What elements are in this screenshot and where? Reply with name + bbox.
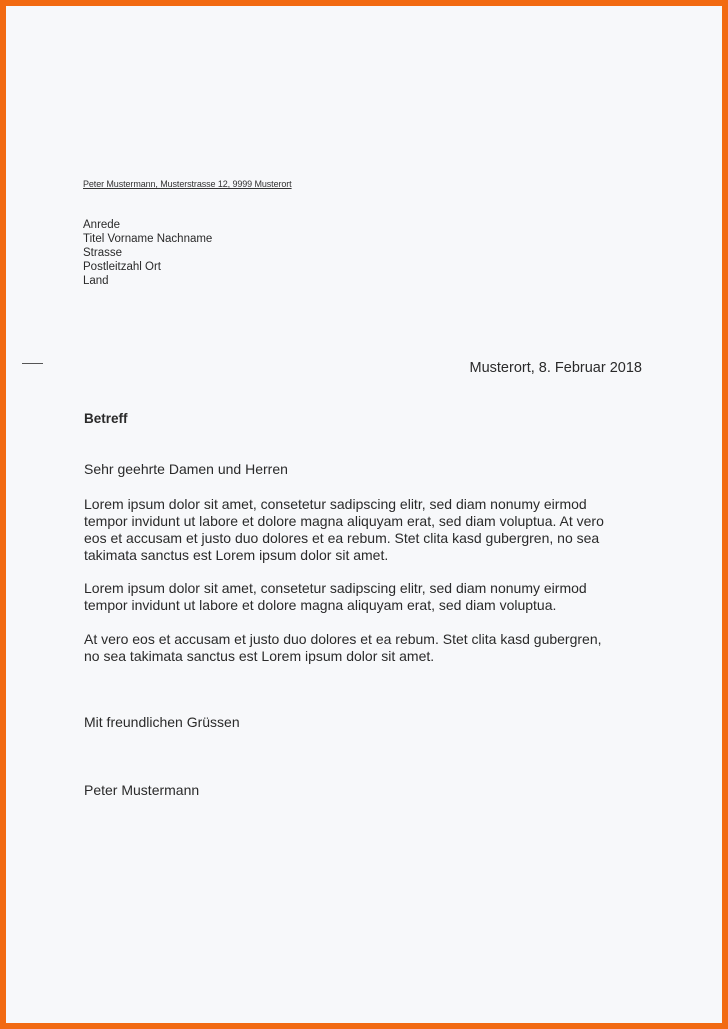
- sender-return-address: Peter Mustermann, Musterstrasse 12, 9999 Musterort: [83, 179, 292, 189]
- recipient-line-city: Postleitzahl Ort: [83, 261, 161, 273]
- paragraph-line: eos et accusam et justo duo dolores et ea rebum. Stet clita kasd gubergren, no sea: [84, 530, 600, 546]
- letter-salutation: Sehr geehrte Damen und Herren: [84, 461, 288, 477]
- paragraph-line: At vero eos et accusam et justo duo dolores et ea rebum. Stet clita kasd gubergren,: [84, 631, 602, 647]
- recipient-line-salutation: Anrede: [83, 219, 121, 231]
- body-paragraph-3: [84, 631, 602, 665]
- paragraph-line: Lorem ipsum dolor sit amet, consetetur sadipscing elitr, sed diam nonumy eirmod: [84, 580, 587, 596]
- fold-mark: [22, 363, 43, 364]
- paragraph-line: no sea takimata sanctus est Lorem ipsum dolor sit amet.: [84, 648, 435, 664]
- recipient-address-block: [83, 218, 212, 288]
- paragraph-line: Lorem ipsum dolor sit amet, consetetur sadipscing elitr, sed diam nonumy eirmod: [84, 496, 587, 512]
- letter-subject: Betreff: [84, 411, 128, 426]
- recipient-line-street: Strasse: [83, 247, 122, 259]
- recipient-line-name: Titel Vorname Nachname: [83, 233, 213, 245]
- letter-signature: Peter Mustermann: [84, 782, 200, 798]
- recipient-line-country: Land: [83, 275, 109, 287]
- body-paragraph-1: [84, 496, 604, 564]
- letter-closing: Mit freundlichen Grüssen: [84, 714, 240, 730]
- body-paragraph-2: [84, 580, 587, 614]
- paragraph-line: tempor invidunt ut labore et dolore magna aliquyam erat, sed diam voluptua.: [84, 597, 557, 613]
- letter-date: Musterort, 8. Februar 2018: [469, 360, 642, 376]
- paragraph-line: takimata sanctus est Lorem ipsum dolor sit amet.: [84, 547, 389, 563]
- paragraph-line: tempor invidunt ut labore et dolore magna aliquyam erat, sed diam voluptua. At vero: [84, 513, 604, 529]
